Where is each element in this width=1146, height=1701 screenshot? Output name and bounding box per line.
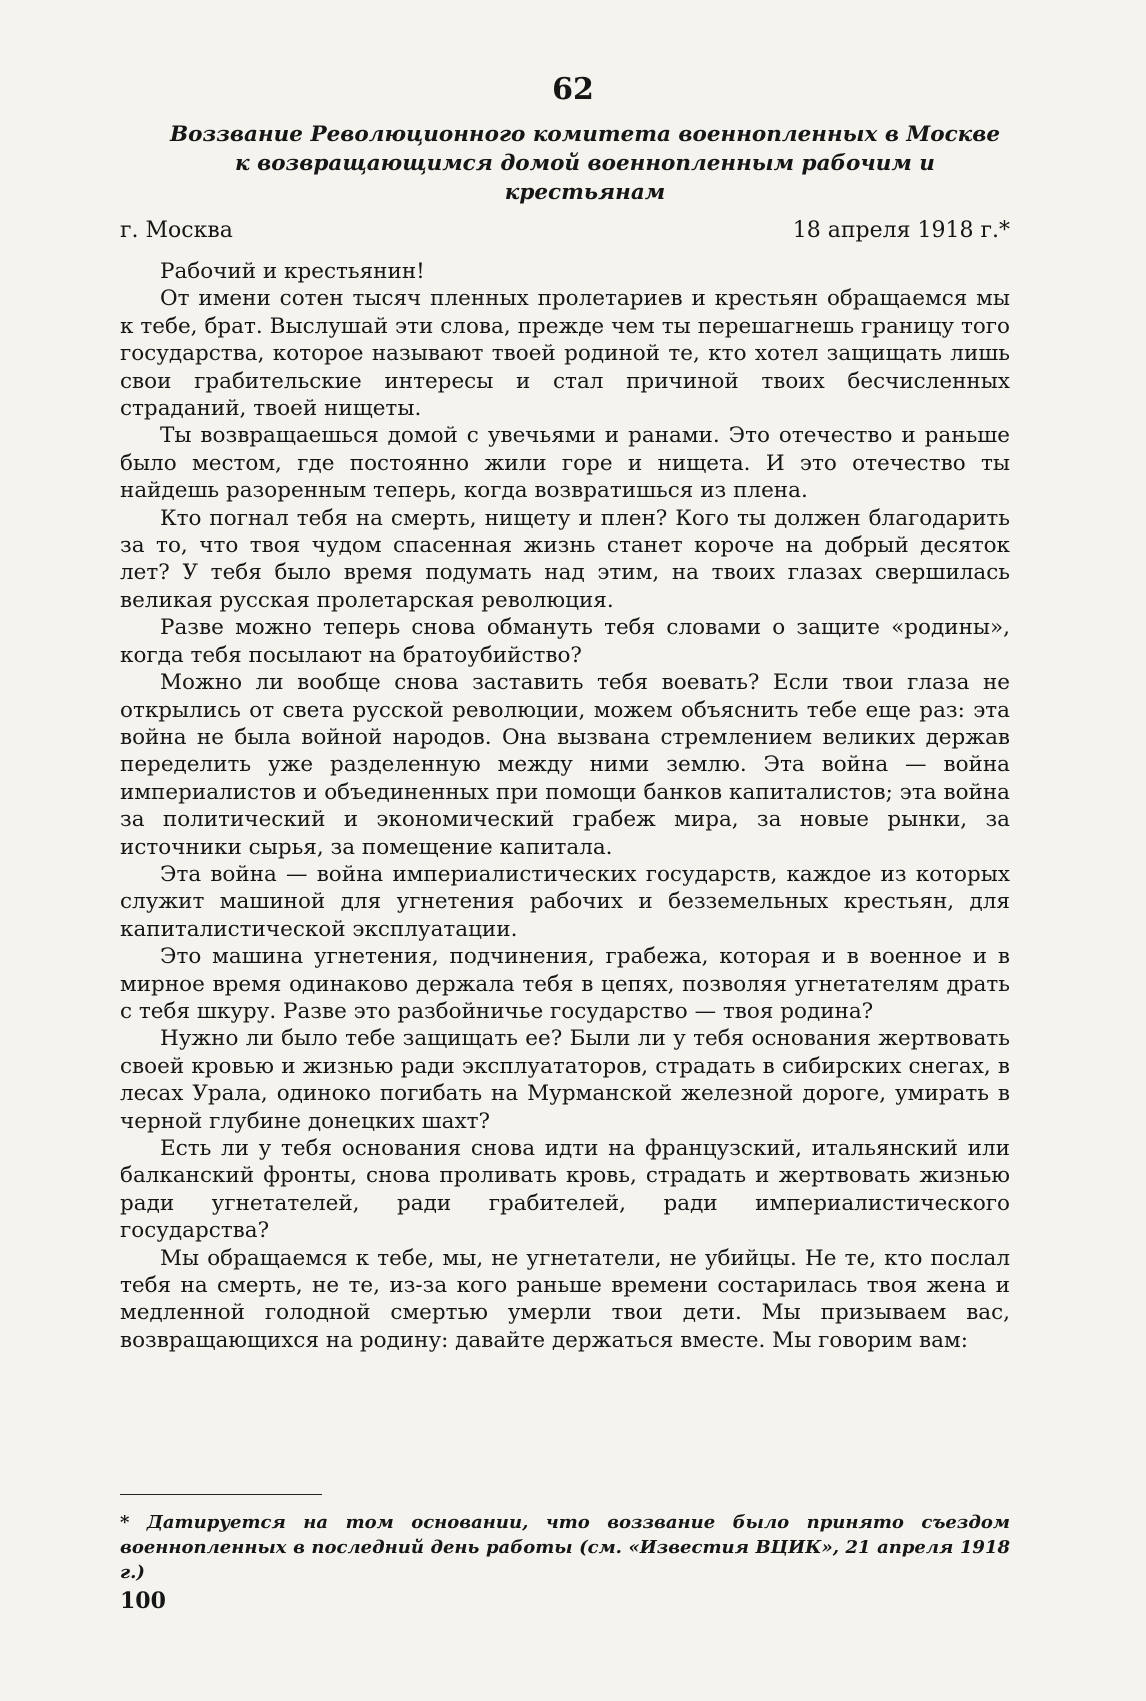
page-number: 100: [120, 1588, 166, 1614]
paragraph: Рабочий и крестьянин!: [160, 259, 425, 284]
document-number: 62: [552, 72, 594, 107]
paragraph: Ты возвращаешься домой с увечьями и ранами. Это отечество и раньше было местом, где постоянно жили горе и нищета. И это отечество ты найдешь разоренным теперь, когда возвратишься из плена.: [120, 423, 1010, 504]
paragraph: Есть ли у тебя основания снова идти на французский, итальянский или балканский фронты, снова проливать кровь, страдать и жертвовать жизнью ради угнетателей, ради грабителей, ради империалистического государства?: [120, 1136, 1010, 1244]
footnote: * Датируется на том основании, что воззвание было принято съездом военнопленных в последний день работы (см. «Известия ВЦИК», 21 апреля 1918 г.): [120, 1512, 1010, 1583]
paragraph: Разве можно теперь снова обмануть тебя словами о защите «родины», когда тебя посылают на братоубийство?: [120, 615, 1010, 668]
paragraph: Кто погнал тебя на смерть, нищету и плен? Кого ты должен благодарить за то, что твоя чудом спасенная жизнь станет короче на добрый десяток лет? У тебя было время подумать над этим, на твоих глазах свершилась великая русская пролетарская революция.: [120, 505, 1010, 613]
footnote-divider: [120, 1494, 322, 1495]
paragraph: Мы обращаемся к тебе, мы, не угнетатели, не убийцы. Не те, кто послал тебя на смерть, не те, из-за кого раньше времени состарилась твоя жена и медленной голодной смертью умерли твои дети. Мы призываем вас, возвращающихся на родину: давайте держаться вместе. Мы говорим вам:: [120, 1245, 1010, 1353]
document-place: г. Москва: [120, 218, 233, 243]
paragraph: Можно ли вообще снова заставить тебя воевать? Если твои глаза не открылись от света русской революции, можем объяснить тебе еще раз: эта война не была войной народов. Она вызвана стремлением великих держав переделить уже разделенную между ними землю. Эта война — война империалистов и объединенных при помощи банков капиталистов; эта война за политический и экономический грабеж мира, за новые рынки, за источники сырья, за помещение капитала.: [120, 670, 1010, 860]
paragraph: Это машина угнетения, подчинения, грабежа, которая и в военное и в мирное время одинаково держала тебя в цепях, позволяя угнетателям драть с тебя шкуру. Разве это разбойничье государство — твоя родина?: [120, 944, 1010, 1024]
document-date: 18 апреля 1918 г.*: [792, 218, 1010, 243]
document-title: Воззвание Революционного комитета военнопленных в Москве к возвращающимся домой военнопленным рабочим и крестьянам: [169, 122, 1001, 205]
document-body: [120, 258, 1010, 1354]
paragraph: От имени сотен тысяч пленных пролетариев и крестьян обращаемся мы к тебе, брат. Выслушай эти слова, прежде чем ты перешагнешь границу того государства, которое называют твоей родиной те, кто хотел защищать лишь свои грабительские интересы и стал причиной твоих бесчисленных страданий, твоей нищеты.: [120, 286, 1010, 422]
paragraph: Нужно ли было тебе защищать ее? Были ли у тебя основания жертвовать своей кровью и жизнью ради эксплуататоров, страдать в сибирских снегах, в лесах Урала, одиноко погибать на Мурманской железной дороге, умирать в черной глубине донецких шахт?: [120, 1026, 1010, 1134]
paragraph: Эта война — война империалистических государств, каждое из которых служит машиной для угнетения рабочих и безземельных крестьян, для капиталистической эксплуатации.: [120, 861, 1010, 942]
